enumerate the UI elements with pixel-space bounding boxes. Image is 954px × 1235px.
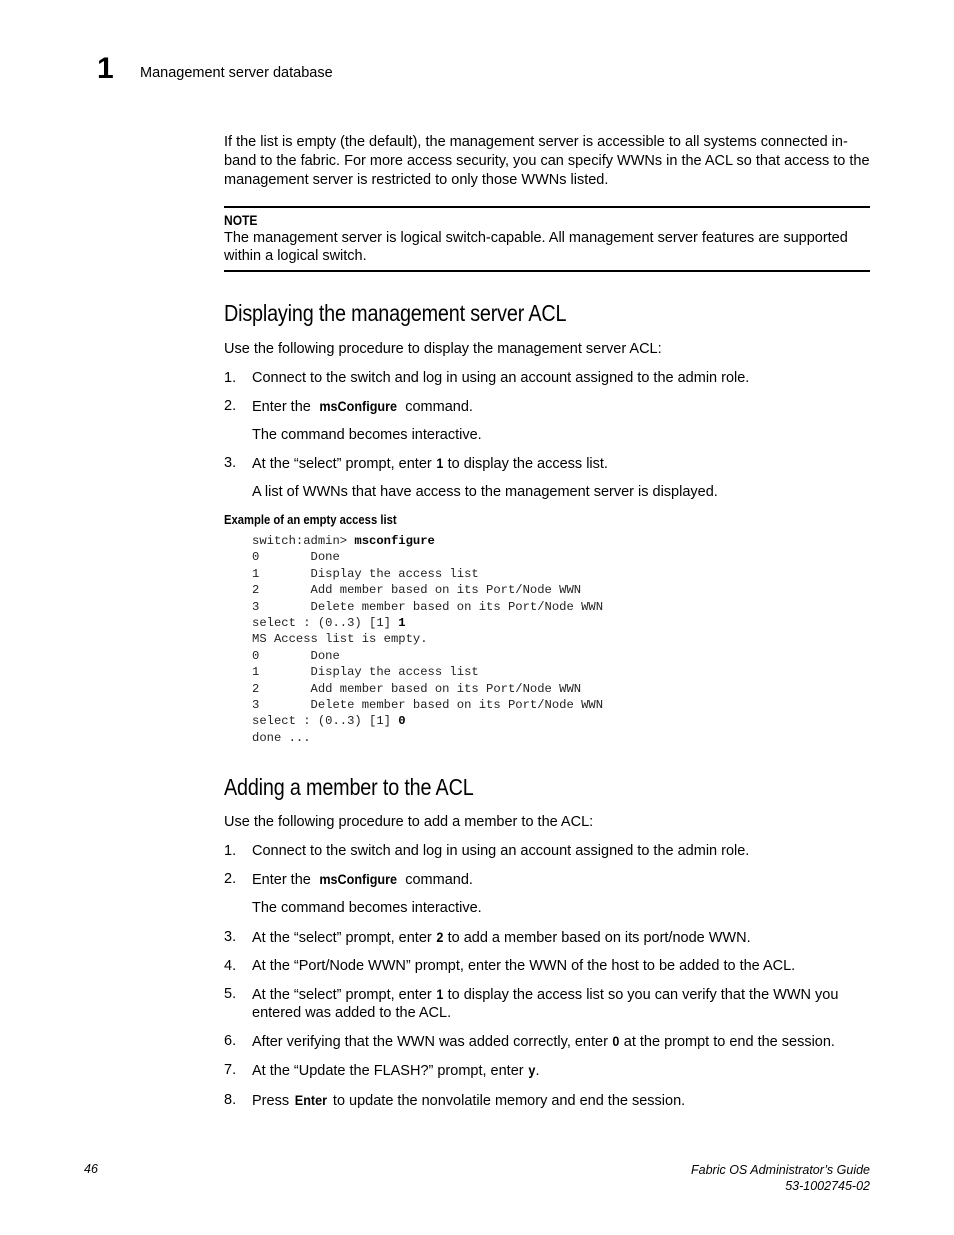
code-select-value: 1: [398, 616, 406, 631]
section-heading-add-member: Adding a member to the ACL: [224, 774, 474, 801]
input-value: 2: [436, 929, 444, 946]
chapter-title: Management server database: [140, 65, 333, 81]
input-value: 1: [436, 986, 444, 1003]
list-item: [224, 957, 870, 975]
section2-steps-cont: [224, 928, 870, 1110]
list-item: [224, 928, 870, 947]
step-text-pre: Enter the: [252, 399, 315, 415]
step-text-post: to display the access list so you can verify that the WWN you entered was added to the ACL.: [252, 987, 839, 1022]
step-note: The command becomes interactive.: [252, 900, 482, 917]
step-text-post: at the prompt to end the session.: [619, 1034, 835, 1051]
section2-steps: [224, 842, 870, 889]
key-name: Enter: [294, 1092, 328, 1109]
step-text: Connect to the switch and log in using an account assigned to the admin role.: [252, 843, 750, 860]
step-text-pre: At the “select” prompt, enter: [252, 456, 436, 472]
step-text-post: command.: [401, 872, 473, 889]
section1-steps-cont: [224, 454, 870, 473]
list-item: [224, 985, 870, 1022]
step-text-post: to display the access list.: [443, 456, 608, 472]
step-number: 6.: [224, 1033, 237, 1050]
list-item: [224, 369, 870, 387]
step-text-pre: Enter the: [252, 872, 315, 889]
step-number: 7.: [224, 1062, 237, 1079]
step-number: 1.: [224, 843, 237, 860]
step-number: 3.: [224, 455, 237, 471]
intro-paragraph: If the list is empty (the default), the management server is accessible to all systems connected in-band to the fabric. For more access security, you can specify WWNs in the ACL so that access to the management server is restricted to only those WWNs listed.: [224, 134, 870, 188]
section2-intro: Use the following procedure to add a member to the ACL:: [224, 814, 594, 831]
doc-title: Fabric OS Administrator’s Guide: [691, 1163, 870, 1177]
step-text-pre: After verifying that the WWN was added correctly, enter: [252, 1034, 612, 1051]
code-menu: 0 Done 1 Display the access list 2 Add member based on its Port/Node WWN 3 Delete member based on its Port/Node WWN: [252, 648, 604, 713]
code-example: [224, 533, 870, 746]
note-box: [224, 206, 870, 272]
input-value: 0: [612, 1033, 620, 1050]
step-text-pre: At the “select” prompt, enter: [252, 987, 436, 1004]
code-select-value: 0: [398, 714, 406, 729]
step-number: 4.: [224, 958, 237, 975]
step-text-pre: At the “select” prompt, enter: [252, 930, 436, 947]
step-number: 2.: [224, 871, 237, 888]
input-value: y: [528, 1062, 536, 1079]
code-empty-message: MS Access list is empty.: [252, 632, 428, 647]
step-text: At the “Port/Node WWN” prompt, enter the WWN of the host to be added to the ACL.: [252, 958, 796, 975]
doc-number: 53-1002745-02: [785, 1179, 870, 1193]
example-caption: Example of an empty access list: [224, 513, 397, 527]
command-keyword: msConfigure: [319, 871, 397, 888]
step-note: The command becomes interactive.: [252, 427, 482, 443]
section-heading-display-acl: Displaying the management server ACL: [224, 300, 567, 326]
section1-steps: [224, 369, 870, 416]
note-label: NOTE: [224, 212, 258, 228]
note-text: The management server is logical switch-capable. All management server features are supported within a logical switch.: [224, 230, 848, 264]
step-number: 8.: [224, 1092, 237, 1109]
step-number: 5.: [224, 986, 237, 1003]
code-prompt: switch:admin>: [252, 534, 355, 548]
code-select-prompt: select : (0..3) [1]: [252, 616, 399, 631]
step-number: 3.: [224, 929, 237, 946]
step-text-post: command.: [401, 399, 473, 415]
page-number: 46: [84, 1162, 98, 1176]
list-item: [224, 1032, 870, 1051]
code-done: done ...: [252, 730, 311, 745]
command-keyword: msConfigure: [319, 398, 397, 414]
code-menu: 0 Done 1 Display the access list 2 Add member based on its Port/Node WWN 3 Delete member based on its Port/Node WWN: [252, 550, 604, 614]
main-content: [224, 133, 870, 1110]
step-number: 2.: [224, 398, 237, 414]
step-text-pre: At the “Update the FLASH?” prompt, enter: [252, 1063, 528, 1080]
list-item: [224, 870, 870, 889]
step-number: 1.: [224, 370, 237, 386]
code-command: msconfigure: [354, 534, 435, 548]
chapter-number: 1: [97, 52, 114, 85]
list-item: [224, 842, 870, 860]
code-select-prompt: select : (0..3) [1]: [252, 714, 399, 729]
step-text-post: to update the nonvolatile memory and end the session.: [328, 1093, 686, 1110]
list-item: [224, 1061, 870, 1080]
step-note: A list of WWNs that have access to the management server is displayed.: [252, 484, 718, 500]
list-item: [224, 1091, 870, 1110]
step-text: Connect to the switch and log in using an account assigned to the admin role.: [252, 370, 750, 386]
section1-intro: Use the following procedure to display the management server ACL:: [224, 341, 662, 357]
step-text-pre: Press: [252, 1093, 294, 1110]
step-text-post: to add a member based on its port/node WWN.: [443, 930, 751, 947]
input-value: 1: [436, 455, 444, 471]
step-text-post: .: [535, 1063, 540, 1080]
footer-doc-info: [691, 1162, 870, 1194]
list-item: [224, 397, 870, 416]
list-item: [224, 454, 870, 473]
